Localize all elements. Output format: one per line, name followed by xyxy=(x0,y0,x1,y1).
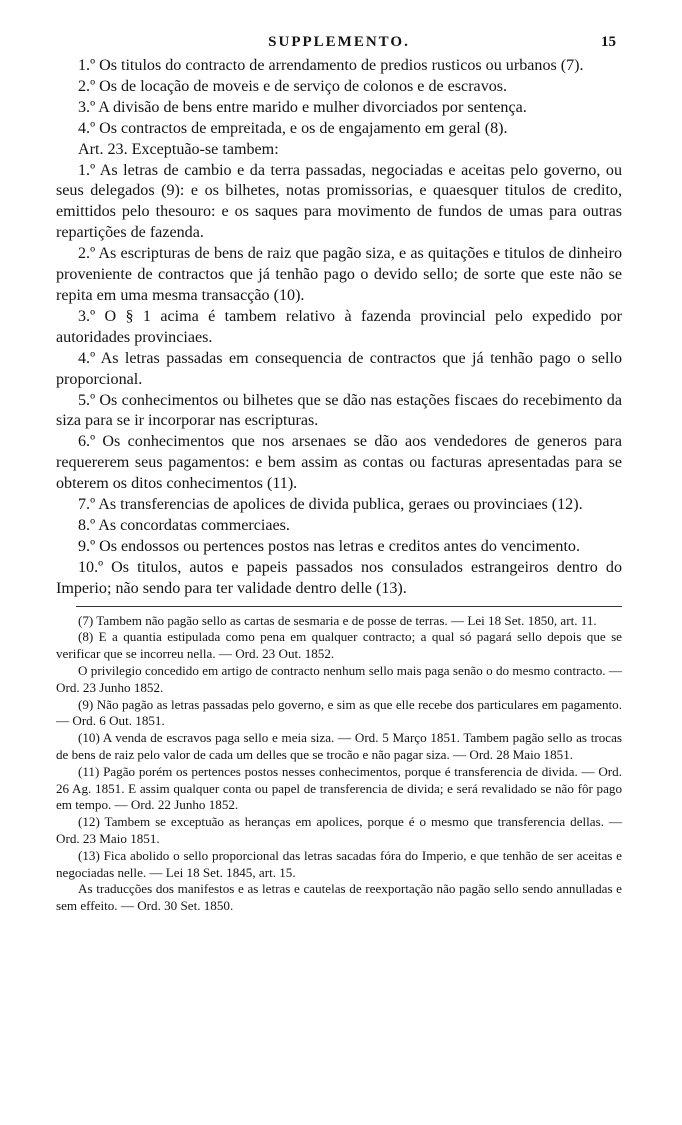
footnote: (10) A venda de escravos paga sello e meia siza. — Ord. 5 Março 1851. Tambem pagão sello as trocas de bens de raiz pelo valor de cada um delles que se trocão e não pagar siza. — Ord. 28 Maio 1851. xyxy=(56,730,622,762)
page-header xyxy=(56,30,622,56)
main-text xyxy=(56,56,622,600)
paragraph: 8.º As concordatas commerciaes. xyxy=(78,516,290,534)
paragraph: 1.º Os titulos do contracto de arrendamento de predios rusticos ou urbanos (7). xyxy=(78,57,584,74)
paragraph: 4.º As letras passadas em consequencia de contractos que já tenhão pago o sello proporcional. xyxy=(56,349,622,388)
paragraph: 10.º Os titulos, autos e papeis passados nos consulados estrangeiros dentro do Imperio; não sendo para ter validade dentro delle (13). xyxy=(56,558,622,597)
footnote: (7) Tambem não pagão sello as cartas de sesmaria e de posse de terras. — Lei 18 Set. 1850, art. 11. xyxy=(78,612,597,628)
paragraph: 2.º As escripturas de bens de raiz que pagão siza, e as quitações e titulos de dinheiro proveniente de contractos que já tenhão pago o devido sello; de sorte que este não se repita em uma mesma transacção (10). xyxy=(56,245,622,304)
footnote: (9) Não pagão as letras passadas pelo governo, e sim as que elle recebe dos particulares em pagamento. — Ord. 6 Out. 1851. xyxy=(56,696,622,729)
paragraph: 3.º O § 1 acima é tambem relativo à fazenda provincial pelo expedido por autoridades provinciaes. xyxy=(56,307,622,346)
footnote: O privilegio concedido em artigo de contracto nenhum sello mais paga senão o do mesmo contracto. — Ord. 23 Junho 1852. xyxy=(56,662,622,695)
page-number: 15 xyxy=(601,34,616,50)
paragraph: 9.º Os endossos ou pertences postos nas letras e creditos antes do vencimento. xyxy=(78,537,580,555)
paragraph: 5.º Os conhecimentos ou bilhetes que se dão nas estações fiscaes do recebimento da siza para se ir incorporar nas escripturas. xyxy=(56,391,622,430)
paragraph: 6.º Os conhecimentos que nos arsenaes se dão aos vendedores de generos para requererem seus pagamentos: e bem assim as contas ou facturas apresentadas para se obterem os ditos conhecimentos (11). xyxy=(56,433,622,493)
footnote: (13) Fica abolido o sello proporcional das letras sacadas fóra do Imperio, e que tenhão de ser aceitas e negociadas nelle. — Lei 18 Set. 1845, art. 15. xyxy=(56,847,622,880)
paragraph: 3.º A divisão de bens entre marido e mulher divorciados por sentença. xyxy=(78,98,527,116)
paragraph: 7.º As transferencias de apolices de divida publica, geraes ou provinciaes (12). xyxy=(78,496,583,514)
document-page xyxy=(56,30,622,915)
footnote: (12) Tambem se exceptuão as heranças em apolices, porque é o mesmo que transferencia dellas. — Ord. 23 Maio 1851. xyxy=(56,814,622,846)
footnote: As traducções dos manifestos e as letras e cautelas de reexportação não pagão sello sendo annulladas e sem effeito. — Ord. 30 Set. 1850. xyxy=(56,881,622,914)
footnote: (8) E a quantia estipulada como pena em qualquer contracto; a qual só pagará sello depois que se verificar que se incorreu nella. — Ord. 23 Out. 1852. xyxy=(56,629,622,662)
paragraph: 2.º Os de locação de moveis e de serviço de colonos e de escravos. xyxy=(78,77,508,95)
article-heading: Art. 23. Exceptuão-se tambem: xyxy=(78,140,279,158)
footnotes xyxy=(56,613,622,915)
footnote: (11) Pagão porém os pertences postos nesses conhecimentos, porque é transferencia de divida. — Ord. 26 Ag. 1851. E assim qualquer conta ou papel de transferencia de divida; e será revalidado se não fôr pago em tempo. — Ord. 22 Junho 1852. xyxy=(56,763,622,813)
paragraph: 4.º Os contractos de empreitada, e os de engajamento em geral (8). xyxy=(78,119,508,137)
paragraph: 1.º As letras de cambio e da terra passadas, negociadas e aceitas pelo governo, ou seus delegados (9): e os bilhetes, notas promissorias, e quaesquer titulos de credito, emittidos pelo thesouro: e os saques para movimento de fundos de umas para outras repartições de fazenda. xyxy=(56,161,622,242)
running-title: SUPPLEMENTO. xyxy=(268,34,410,50)
footnote-divider xyxy=(76,606,622,607)
